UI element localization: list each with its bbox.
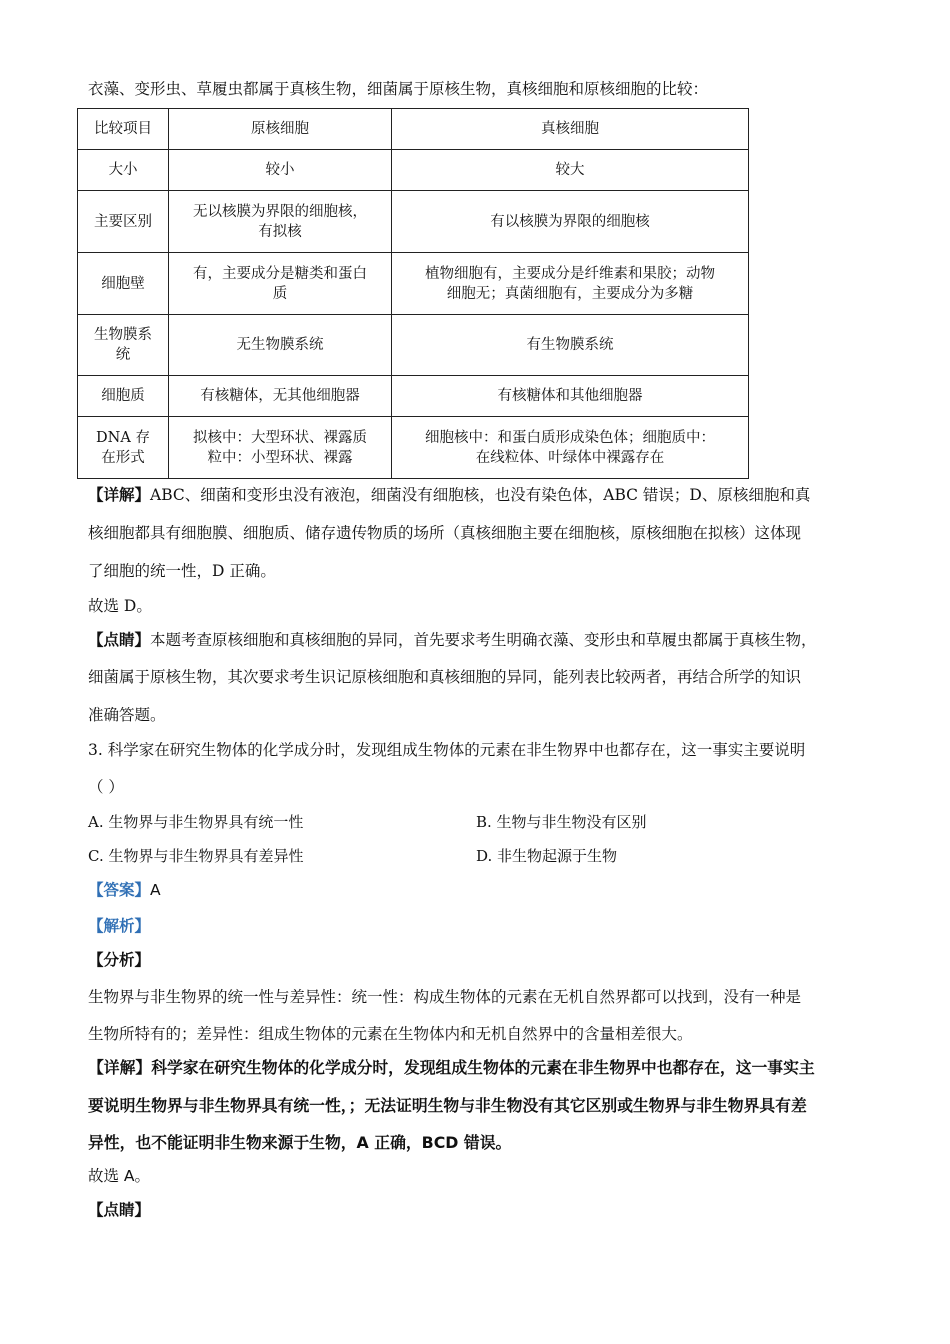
comment1-line2: 细菌属于原核生物，其次要求考生识记原核细胞和真核细胞的异同，能列表比较两者，再结合所学的知识 <box>88 668 802 686</box>
question-text: 3. 科学家在研究生物体的化学成分时，发现组成生物体的元素在非生物界中也都存在，这一事实主要说明 <box>88 741 806 759</box>
table-cell: 植物细胞有，主要成分是纤维素和果胶；动物 细胞无；真菌细胞有，主要成分为多糖 <box>392 253 749 315</box>
header-cell: 原核细胞 <box>169 109 392 150</box>
detail2-line1 <box>88 1055 815 1078</box>
answer-line <box>88 878 161 900</box>
detail1-text: ABC、细菌和变形虫没有液泡，细菌没有细胞核，也没有染色体，ABC 错误；D、原核细胞和真 <box>150 486 811 504</box>
analysis-line1: 生物界与非生物界的统一性与差异性：统一性：构成生物体的元素在无机自然界都可以找到，没有一种是 <box>88 988 802 1006</box>
comparison-table <box>77 108 749 479</box>
table-cell: 无生物膜系统 <box>169 315 392 376</box>
analysis-tag: 【解析】 <box>88 917 151 935</box>
choose1: 故选 D。 <box>88 597 152 615</box>
analysis-line2: 生物所特有的；差异性：组成生物体的元素在生物体内和无机自然界中的含量相差很大。 <box>88 1025 693 1043</box>
answer-value: A <box>150 881 161 899</box>
header-cell: 真核细胞 <box>392 109 749 150</box>
table-cell: 大小 <box>78 150 169 191</box>
table-cell: 生物膜系 统 <box>78 315 169 376</box>
comment1-line1 <box>88 628 817 650</box>
detail1-line1 <box>88 483 810 505</box>
detail1-tag: 【详解】 <box>88 485 151 504</box>
comment2-tag: 【点睛】 <box>88 1201 151 1219</box>
table-cell: DNA 存 在形式 <box>78 417 169 479</box>
comment1-line3: 准确答题。 <box>88 706 166 724</box>
table-row <box>78 191 749 253</box>
table-cell: 细胞核中：和蛋白质形成染色体；细胞质中： 在线粒体、叶绿体中裸露存在 <box>392 417 749 479</box>
table-cell: 较大 <box>392 150 749 191</box>
table-cell: 主要区别 <box>78 191 169 253</box>
question-blank: （ ） <box>88 778 124 796</box>
intro-text: 衣藻、变形虫、草履虫都属于真核生物，细菌属于原核生物，真核细胞和原核细胞的比较： <box>88 80 709 98</box>
table-cell: 细胞壁 <box>78 253 169 315</box>
detail2-line2: 要说明生物界与非生物界具有统一性，；无法证明生物与非生物没有其它区别或生物界与非生物界具有差 <box>88 1096 807 1115</box>
analysis-head: 【分析】 <box>88 951 151 969</box>
detail1-line2: 核细胞都具有细胞膜、细胞质、储存遗传物质的场所（真核细胞主要在细胞核，原核细胞在拟核）这体现 <box>88 524 802 542</box>
table-row <box>78 417 749 479</box>
table-row <box>78 315 749 376</box>
table-cell: 有核糖体和其他细胞器 <box>392 376 749 417</box>
table-cell: 有核糖体，无其他细胞器 <box>169 376 392 417</box>
table-cell: 有生物膜系统 <box>392 315 749 376</box>
table-row <box>78 376 749 417</box>
table-cell: 细胞质 <box>78 376 169 417</box>
table-cell: 较小 <box>169 150 392 191</box>
table-cell: 有，主要成分是糖类和蛋白 质 <box>169 253 392 315</box>
table-cell: 拟核中：大型环状、裸露质 粒中：小型环状、裸露 <box>169 417 392 479</box>
comment1-tag: 【点睛】 <box>88 630 151 649</box>
detail2-tag: 【详解】 <box>88 1058 152 1077</box>
option-c: C. 生物界与非生物界具有差异性 <box>88 847 304 865</box>
option-b: B. 生物与非生物没有区别 <box>476 813 647 831</box>
option-a: A. 生物界与非生物界具有统一性 <box>88 813 304 831</box>
table-row <box>78 150 749 191</box>
option-d: D. 非生物起源于生物 <box>476 847 618 865</box>
answer-tag: 【答案】 <box>88 881 151 899</box>
header-cell: 比较项目 <box>78 109 169 150</box>
table-cell: 无以核膜为界限的细胞核， 有拟核 <box>169 191 392 253</box>
table-cell: 有以核膜为界限的细胞核 <box>392 191 749 253</box>
detail2-line3: 异性，也不能证明非生物来源于生物，A 正确，BCD 错误。 <box>88 1133 512 1152</box>
table-row <box>78 253 749 315</box>
detail2-text: 科学家在研究生物体的化学成分时，发现组成生物体的元素在非生物界中也都存在，这一事实主 <box>151 1058 815 1077</box>
table-header-row <box>78 109 749 150</box>
detail1-line3: 了细胞的统一性，D 正确。 <box>88 562 276 580</box>
choose2: 故选 A。 <box>88 1167 151 1185</box>
comment1-text: 本题考查原核细胞和真核细胞的异同，首先要求考生明确衣藻、变形虫和草履虫都属于真核生物， <box>150 631 817 649</box>
